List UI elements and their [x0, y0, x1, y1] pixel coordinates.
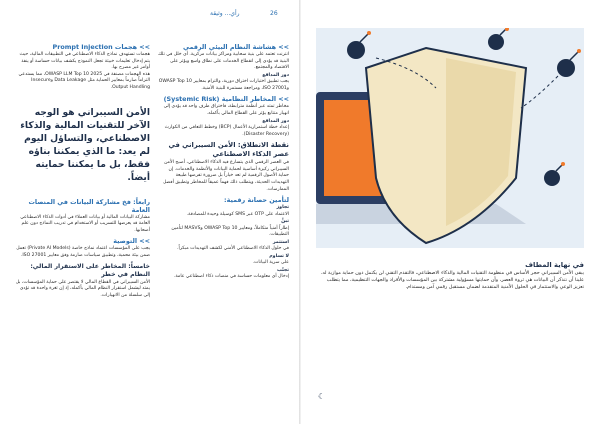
tip-text: على سرية البيانات.	[252, 260, 289, 266]
page-gutter	[299, 0, 301, 424]
heading-starting-point: نقطة الانطلاق: الأمن السيبراني في عصر الذكاء الاصطناعي	[168, 141, 289, 159]
laptop-shield-illustration	[316, 28, 584, 248]
defender-label: دور المدافع	[262, 118, 289, 124]
paragraph: مشاركة البيانات المالية أو بيانات العملاء في أدوات الذكاء الاصطناعي العامة قد يعرضها للتسريب أو الاستخدام في تدريب النماذج دون علم أصحابها.	[20, 214, 150, 233]
security-illustration	[316, 28, 584, 248]
tip-text: الاعتماد على OTP عبر SMS كوسيلة وحيدة للمصادقة.	[186, 211, 289, 217]
moon-icon: ☾	[318, 392, 326, 401]
heading-systemic-risk: >> المخاطر النظامية (Systemic Risk)	[163, 95, 289, 104]
paragraph: يجب تطبيق اختبارات اختراق دورية، والتزام بمعايير OWASP Top 10 وISO 27001، ومراجعة مستمرة للبنية الأمنية.	[158, 79, 289, 91]
paragraph: إعداد خطة استمرارية الأعمال (BCP) وخطط التعافي من الكوارث (Disaster Recovery).	[164, 124, 289, 137]
paragraph: هذه الهجمات مصنفة في OWASP LLM Top 10 2025، مما يستدعي التزاماً صارماً بمعايير الحماية مثل Data Leakage وInsecure Output Handling.	[18, 71, 150, 90]
paragraph: في العصر الرقمي الذي يتسارع فيه الذكاء الاصطناعي، أصبح الأمن السيبراني ركيزة أساسية لحماية البيانات والأنظمة والخدمات. إن حماية الأصول الرقمية لم تعد خياراً بل ضرورة تفرضها طبيعة التهديدات الحديثة، ويتطلب ذلك فهماً عميقاً للمخاطر وتطبيق أفضل الممارسات.	[162, 160, 289, 192]
paragraph: يبقى الأمن السيبراني حجر الأساس في منظومة التقنيات المالية والذكاء الاصطناعي، فالتقدم التقني لن يكتمل دون حماية موازية له. علينا أن نتذكر أن البيانات هي ثروة العصر، وأن حمايتها مسؤولية مشتركة بين المؤسسات والأفراد والجهات التنظيمية، مما يتطلب تعزيز الوعي والاستثمار في الحلول الأمنية المتقدمة لضمان مستقبل رقمي آمن ومستدام.	[320, 270, 584, 290]
tip-text: إطاراً أمنياً متكاملاً، ومعايير OWASP Top 10 وMASVS لتأمين التطبيقات.	[171, 225, 289, 238]
page-number: 26	[270, 10, 278, 17]
tip-text: في حلول الذكاء الاصطناعي الأمني لكشف التهديدات مبكراً.	[177, 246, 289, 252]
heading-recommendation: >> التوصية	[113, 237, 150, 246]
tip-label: تجاوز	[276, 205, 289, 211]
paragraph: مخاطر تمتد عبر أنظمة مترابطة، فاختراق طرف واحد قد يؤدي إلى انهيار متتابع يؤثر على القطاع المالي بأكمله.	[163, 104, 289, 116]
heading-financial-stability: خامساً: المخاطر على الاستقرار المالي: النظام في خطر	[30, 262, 150, 278]
paragraph: الأمن السيبراني في القطاع المالي لا يقتصر على حماية المؤسسات، بل يمتد ليشمل استقرار النظام المالي بأكمله، إذ إن ثغرة واحدة قد تؤدي إلى سلسلة من الانهيارات.	[15, 279, 150, 298]
column-c	[316, 258, 584, 358]
heading-data-sharing: رابعاً: فخ مشاركة البيانات في المنصات العامة	[28, 197, 150, 214]
paragraph: يجب على المؤسسات اعتماد نماذج خاصة (Private AI Models) تعمل ضمن بيئة محمية، وتطبيق سياسات صارمة وفق معايير ISO 27001.	[16, 246, 150, 258]
heading-digital-immunity: لتأمين حصانة رقمية:	[224, 196, 289, 205]
tip-label: تجنّب	[276, 267, 289, 273]
tip-text: إدخال أي معلومات حساسة في منصات ذكاء اصطناعي عامة.	[173, 274, 289, 280]
column-a	[157, 40, 289, 420]
tip-label: استثمر	[272, 239, 289, 245]
running-title: رأي... وثيقة	[210, 10, 240, 17]
heading-prompt-injection: >> هجمات Prompt Injection	[52, 43, 150, 51]
tip-label: تبنَّ	[281, 219, 289, 225]
paragraph: انترنت تعتمد على بنية سحابية ومراكز بيانات مركزية. أي خلل في تلك البنية قد يؤدي إلى انقطاع الخدمات على نطاق واسع ويؤثر على الاقتصاد والمجتمع.	[158, 52, 289, 71]
pull-quote: الأمن السيبراني هو الوجه الآخر للتقنيات المالية والذكاء الاصطناعي، والتساؤل اليوم لم يعد: ما الذي يمكننا بناؤه فقط، بل ما يمكننا حمايته أيضاً.	[20, 106, 150, 183]
column-b	[14, 40, 150, 420]
heading-ecosystem: >> هشاشة النظام البيئي الرقمي	[183, 43, 289, 51]
paragraph: هجمات تستهدف نماذج الذكاء الاصطناعي في التطبيقات المالية، حيث يتم إدخال تعليمات خبيثة تجعل النموذج يكشف بيانات حساسة أو ينفذ أوامر غير مصرح بها.	[19, 52, 150, 71]
heading-conclusion: في نهاية المطاف	[525, 261, 584, 269]
tip-label: لا تساوم	[269, 253, 289, 259]
defender-label: دور المدافع	[262, 72, 289, 78]
